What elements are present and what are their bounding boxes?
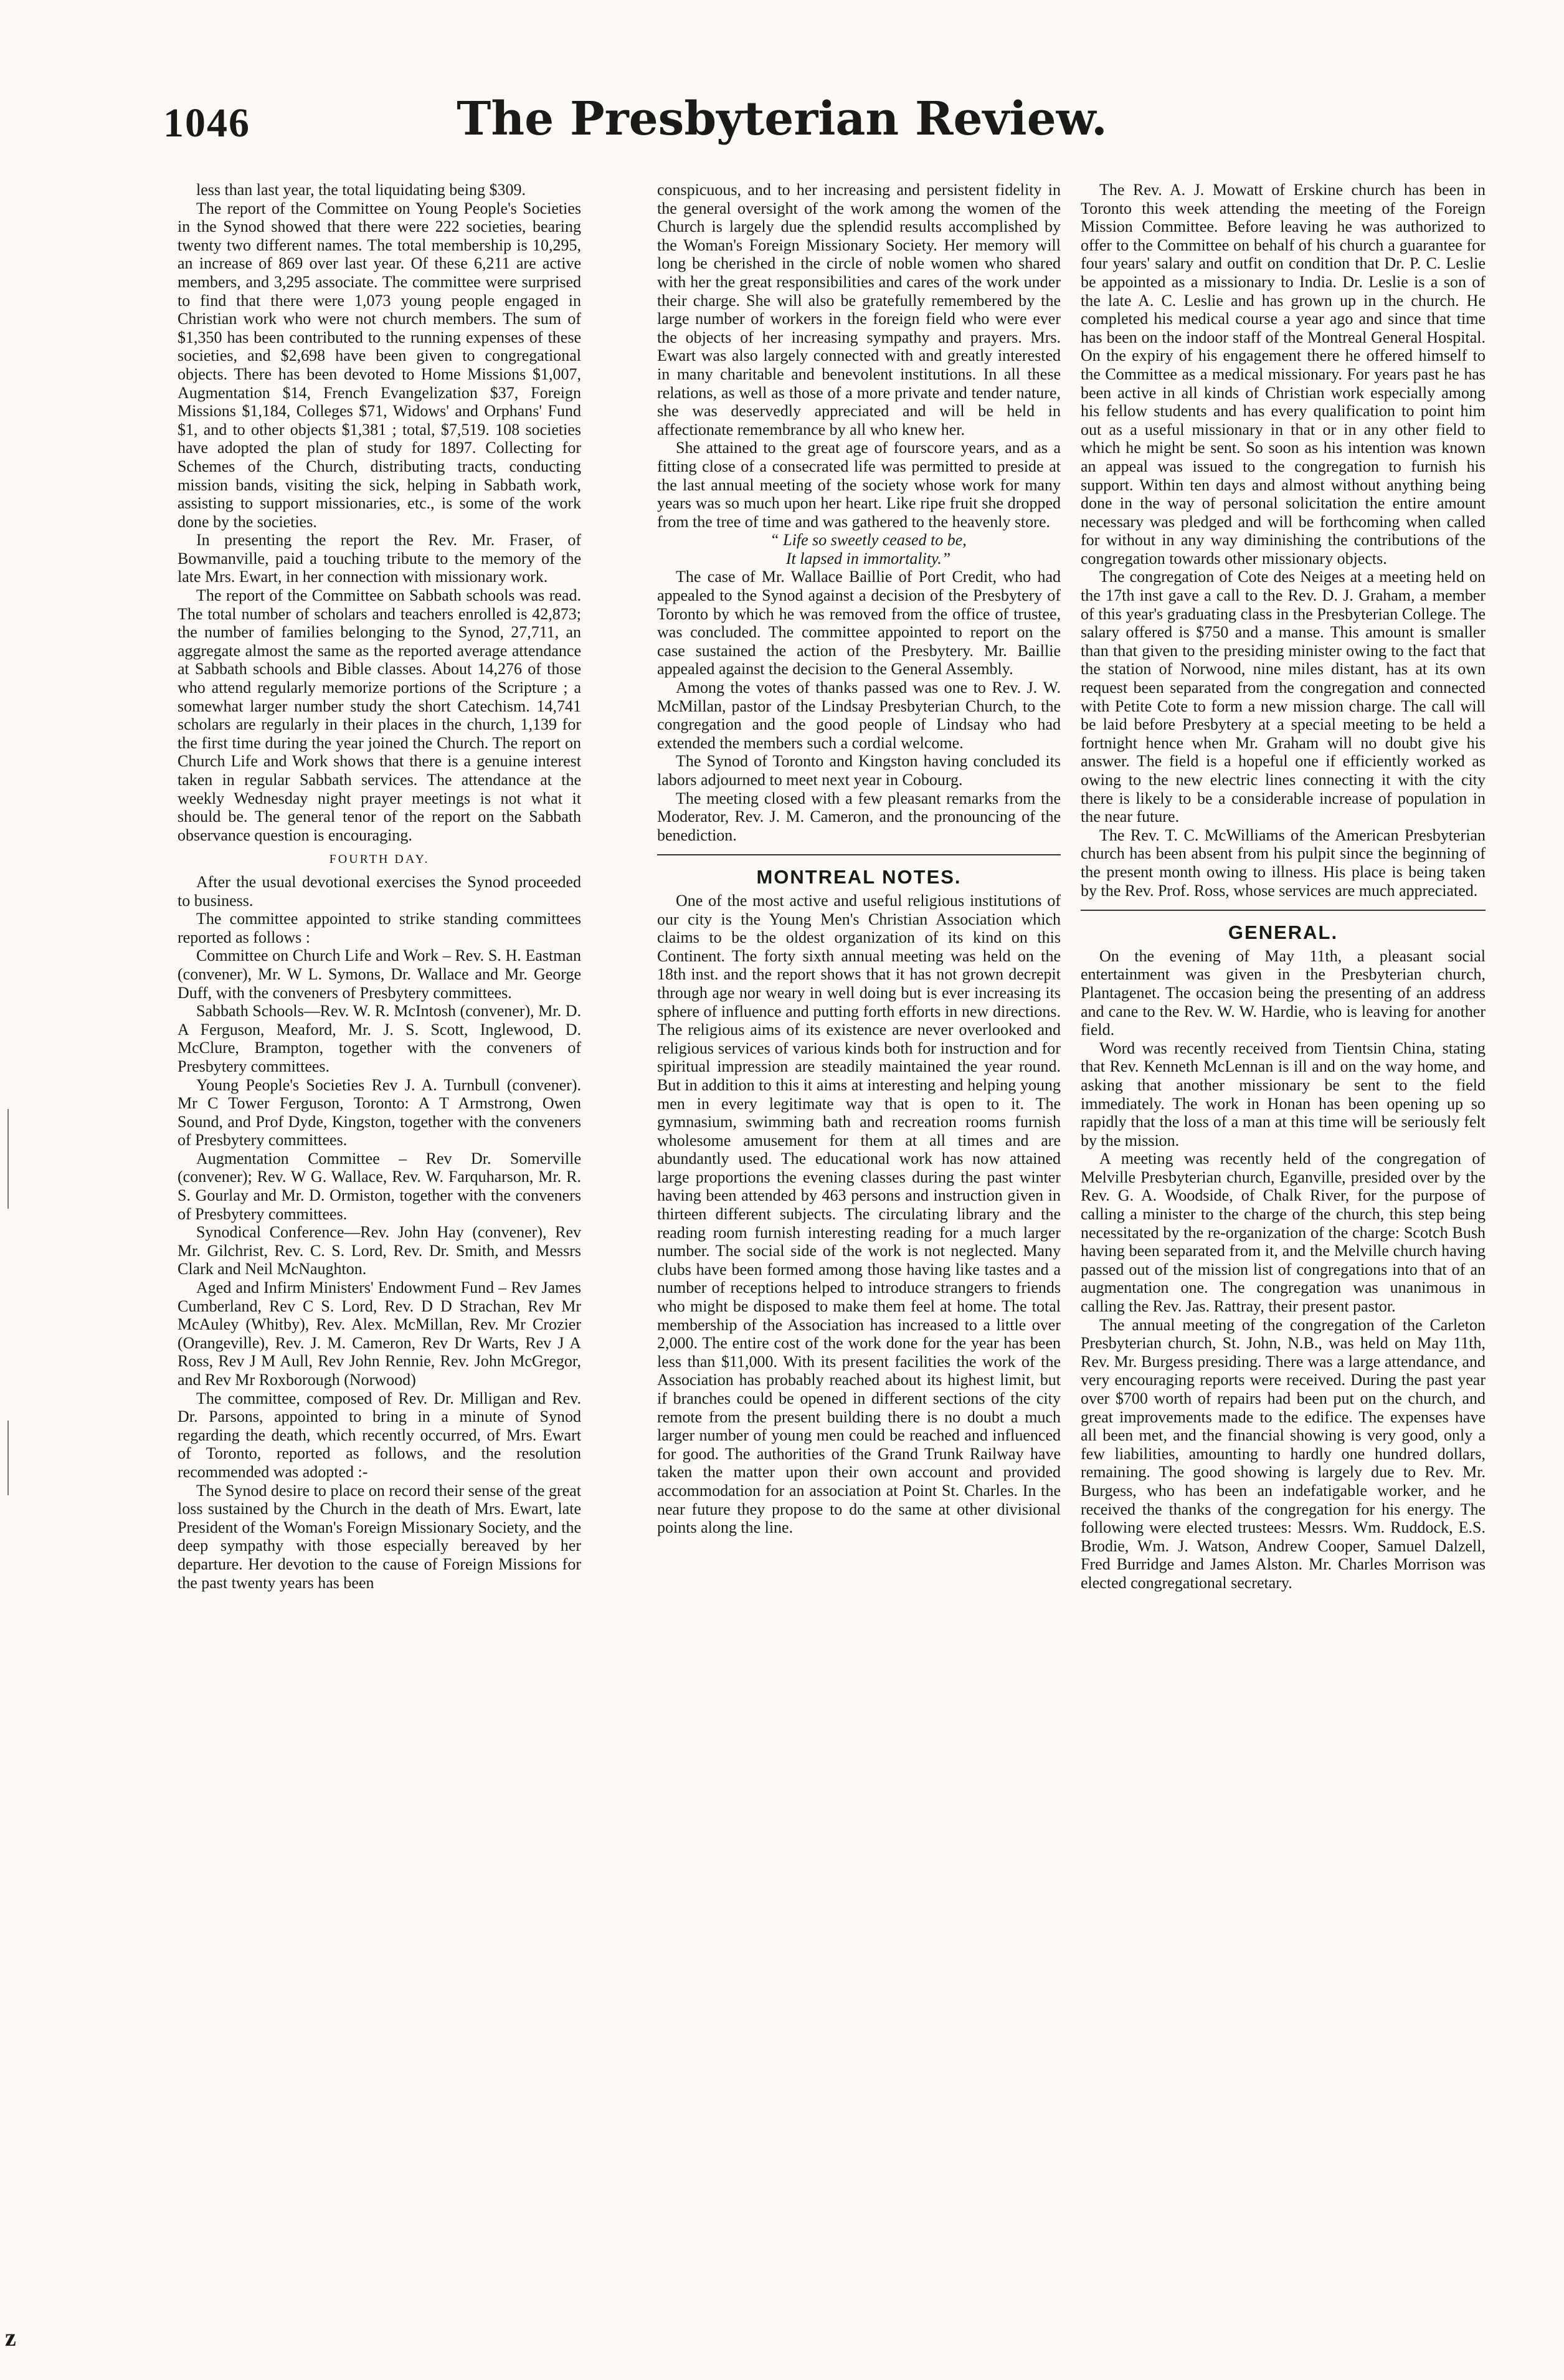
- paragraph: The Rev. A. J. Mowatt of Erskine church has been in Toronto this week attending the meeting of the Foreign Mission Committee. Before leaving he was authorized to offer to the Committee on behalf of his church a guarantee for four years' salary and outfit on condition that Dr. P. C. Leslie be appointed as a missionary to India. Dr. Leslie is a son of the late A. C. Leslie and has grown up in the church. He completed his medical course a year ago and since that time has been on the indoor staff of the Montreal General Hospital. On the expiry of his engagement there he offered himself to the Committee as a medical missionary. For years past he has been active in all kinds of Christian work especially among his fellow students and has every qualification to point him out as a useful missionary in that or in any other field to which he might be sent. So soon as his intention was known an appeal was issued to the congregation to furnish his support. Within ten days and almost without anything being done in the way of personal solicitation the entire amount necessary was pledged and will be forthcoming when called for without in any way diminishing the contributions of the congregation towards other missionary objects.: [1081, 181, 1486, 568]
- paragraph: The committee, composed of Rev. Dr. Milligan and Rev. Dr. Parsons, appointed to bring in a minute of Synod regarding the death, which recently occurred, of Mrs. Ewart of Toronto, reported as follows, and the resolution recommended was adopted :-: [178, 1389, 581, 1481]
- paragraph: Augmentation Committee – Rev Dr. Somerville (convener); Rev. W G. Wallace, Rev. W. Farquharson, Mr. R. S. Gourlay and Mr. D. Ormiston, together with the conveners of Presbytery committees.: [178, 1149, 581, 1223]
- running-title: The Presbyterian Review.: [457, 92, 1107, 146]
- page-edge-mark: [7, 1109, 9, 1209]
- paragraph: A meeting was recently held of the congregation of Melville Presbyterian church, Eganville, presided over by the Rev. G. A. Woodside, of Chalk River, for the purpose of calling a minister to the charge of the church, this step being necessitated by the re-organization of the charge: Scotch Bush having been separated from it, and the Melville church having passed out of the mission list of congregations into that of an augmentation one. The congregation was unanimous in calling the Rev. Jas. Rattray, their present pastor.: [1081, 1150, 1486, 1316]
- paragraph: less than last year, the total liquidating being $309.: [196, 181, 526, 199]
- paragraph: Word was recently received from Tientsin China, stating that Rev. Kenneth McLennan is ill and on the way home, and asking that another missionary be sent to the field immediately. The work in Honan has been opening up so rapidly that the loss of a man at this time will be seriously felt by the mission.: [1081, 1039, 1486, 1150]
- paragraph: The congregation of Cote des Neiges at a meeting held on the 17th inst gave a call to the Rev. D. J. Graham, a member of this year's graduating class in the Presbyterian College. The salary offered is $750 and a manse. This amount is smaller than that given to the presiding minister owing to the fact that the station of Norwood, nine miles distant, has at its own request been separated from the congregation and connected with Petite Cote to form a new mission charge. The call will be laid before Presbytery at a special meeting to be held a fortnight hence when Mr. Graham will no doubt give his answer. The field is a hopeful one if efficiently worked as owing to the new electric lines connecting it with the city there is likely to be a considerable increase of population in the near future.: [1081, 568, 1486, 826]
- paragraph: Committee on Church Life and Work – Rev. S. H. Eastman (convener), Mr. W L. Symons, Dr. Wallace and Mr. George Duff, with the conveners of Presbytery committees.: [178, 946, 581, 1002]
- paragraph: After the usual devotional exercises the Synod proceeded to business.: [178, 872, 581, 910]
- paragraph: In presenting the report the Rev. Mr. Fraser, of Bowmanville, paid a touching tribute to the memory of the late Mrs. Ewart, in her connection with missionary work.: [178, 531, 581, 586]
- paragraph: Among the votes of thanks passed was one to Rev. J. W. McMillan, pastor of the Lindsay Presbyterian Church, to the congregation and the good people of Lindsay who had extended the members such a cordial welcome.: [657, 678, 1061, 752]
- section-heading: GENERAL.: [1228, 921, 1339, 944]
- paragraph: On the evening of May 11th, a pleasant social entertainment was given in the Presbyterian church, Plantagenet. The occasion being the presenting of an address and cane to the Rev. W. W. Hardie, who is leaving for another field.: [1081, 946, 1486, 1039]
- paragraph: She attained to the great age of fourscore years, and as a fitting close of a consecrated life was permitted to preside at the last annual meeting of the society whose work for many years was so much upon her heart. Like ripe fruit she dropped from the tree of time and was gathered to the heavenly store.: [657, 439, 1061, 531]
- paragraph: The report of the Committee on Sabbath schools was read. The total number of scholars and teachers enrolled is 42,873; the number of families belonging to the Synod, 27,711, an aggregate almost the same as the reported average attendance at Sabbath schools and Bible classes. About 14,276 of those who attend regularly memorize portions of the Scripture ; a somewhat larger number study the short Catechism. 14,741 scholars are regularly in their places in the church, 1,139 for the first time during the year joined the Church. The report on Church Life and Work shows that there is a genuine interest taken in regular Sabbath services. The attendance at the weekly Wednesday night prayer meetings is not what it should be. The general tenor of the report on the Sabbath observance question is encouraging.: [178, 586, 581, 844]
- section-rule: [1081, 910, 1486, 911]
- margin-mark: z: [5, 2323, 16, 2351]
- paragraph: Young People's Societies Rev J. A. Turnbull (convener). Mr C Tower Ferguson, Toronto: A T Armstrong, Owen Sound, and Prof Dyde, Kingston, together with the conveners of Presbytery committees.: [178, 1075, 581, 1150]
- day-heading: FOURTH DAY.: [329, 852, 430, 867]
- section-rule: [657, 854, 1061, 855]
- paragraph: Aged and Infirm Ministers' Endowment Fund – Rev James Cumberland, Rev C S. Lord, Rev. D D Strachan, Rev Mr McAuley (Whitby), Rev. Alex. McMillan, Rev. Mr Crozier (Orangeville), Rev. J. M. Cameron, Rev Dr Warts, Rev J A Ross, Rev J M Aull, Rev John Rennie, Rev. John McGregor, and Rev Mr Roxborough (Norwood): [178, 1278, 581, 1389]
- verse-line: It lapsed in immortality.”: [785, 549, 951, 568]
- text-column-middle: [657, 181, 1061, 1537]
- paragraph: The Synod of Toronto and Kingston having concluded its labors adjourned to meet next year in Cobourg.: [657, 752, 1061, 789]
- paragraph: Synodical Conference—Rev. John Hay (convener), Rev Mr. Gilchrist, Rev. C. S. Lord, Rev. Dr. Smith, and Messrs Clark and Neil McNaughton.: [178, 1223, 581, 1278]
- page-edge-mark: [7, 1421, 9, 1495]
- paragraph: The annual meeting of the congregation of the Carleton Presbyterian church, St. John, N.B., was held on May 11th, Rev. Mr. Burgess presiding. There was a large attendance, and very encouraging reports were received. During the past year over $700 worth of repairs had been put on the church, and great improvements made to the edifice. The expenses have all been met, and the financial showing is very good, only a few liabilities, amounting to hardly one hundred dollars, remaining. The good showing is largely due to Rev. Mr. Burgess, who has been an indefatigable worker, and he received the thanks of the congregation for his energy. The following were elected trustees: Messrs. Wm. Ruddock, E.S. Brodie, Wm. J. Watson, Andrew Cooper, Samuel Dalzell, Fred Burridge and James Alston. Mr. Charles Morrison was elected congregational secretary.: [1081, 1315, 1486, 1592]
- verse-line: “ Life so sweetly ceased to be,: [770, 531, 967, 550]
- page-number: 1046: [163, 100, 250, 146]
- paragraph: One of the most active and useful religious institutions of our city is the Young Men's Christian Association which claims to be the oldest organization of its kind on this Continent. The forty sixth annual meeting was held on the 18th inst. and the report shows that it has not grown decrepit through age nor weary in well doing but is ever increasing its sphere of influence and putting forth efforts in new directions. The religious aims of its existence are never overlooked and religious services of various kinds both for instruction and for spiritual impression are steadily maintained the year round. But in addition to this it aims at interesting and helping young men in every legitimate way that is open to it. The gymnasium, swimming bath and recreation rooms furnish wholesome amusement for them at all times and are abundantly used. The educational work has now attained large proportions the evening classes during the past winter having been attended by 463 persons and instruction given in thirteen different subjects. The circulating library and the reading room furnish interesting reading for a much larger number. The social side of the work is not neglected. Many clubs have been formed among those having like tastes and a number of receptions helped to introduce strangers to friends who might be disposed to make them feel at home. The total membership of the Association has increased to a little over 2,000. The entire cost of the work done for the year has been less than $11,000. With its present facilities the work of the Association has probably reached about its highest limit, but if branches could be opened in different sections of the city remote from the present building there is no doubt a much larger number of young men could be reached and influenced for good. The authorities of the Grand Trunk Railway have taken the matter upon their own account and provided accommodation for an association at Point St. Charles. In the near future they propose to do the same at other divisional points along the line.: [657, 891, 1061, 1537]
- text-column-left: [178, 181, 581, 1592]
- text-column-right: [1081, 181, 1486, 1592]
- paragraph: The Synod desire to place on record their sense of the great loss sustained by the Church in the death of Mrs. Ewart, late President of the Woman's Foreign Missionary Society, and the deep sympathy with those especially bereaved by her departure. Her devotion to the cause of Foreign Missions for the past twenty years has been: [178, 1481, 581, 1592]
- paragraph: The report of the Committee on Young People's Societies in the Synod showed that there were 222 societies, bearing twenty two different names. The total membership is 10,295, an increase of 869 over last year. Of these 6,211 are active members, and 3,295 associate. The committee were surprised to find that there were 1,073 young people engaged in Christian work who were not church members. The sum of $1,350 has been contributed to the running expenses of these societies, and $2,698 have been given to congregational objects. There has been devoted to Home Missions $1,007, Augmentation $14, French Evangelization $37, Foreign Missions $1,184, Colleges $71, Widows' and Orphans' Fund $1, and to other objects $1,381 ; total, $7,519. 108 societies have adopted the plan of study for 1897. Collecting for Schemes of the Church, distributing tracts, conducting mission bands, visiting the sick, helping in Sabbath work, assisting to support missionaries, etc., is some of the work done by the societies.: [178, 199, 581, 531]
- paragraph: The case of Mr. Wallace Baillie of Port Credit, who had appealed to the Synod against a decision of the Presbytery of Toronto by which he was removed from the office of trustee, was concluded. The committee appointed to report on the case sustained the action of the Presbytery. Mr. Baillie appealed against the decision to the General Assembly.: [657, 568, 1061, 678]
- paragraph: Sabbath Schools—Rev. W. R. McIntosh (convener), Mr. D. A Ferguson, Meaford, Mr. J. S. Scott, Inglewood, D. McClure, Brampton, together with the conveners of Presbytery committees.: [178, 1002, 581, 1075]
- paragraph: The Rev. T. C. McWilliams of the American Presbyterian church has been absent from his pulpit since the beginning of the present month owing to illness. His place is being taken by the Rev. Prof. Ross, whose services are much appreciated.: [1081, 826, 1486, 900]
- verse-quote: [657, 531, 1061, 568]
- paragraph: The committee appointed to strike standing committees reported as follows :: [178, 910, 581, 946]
- section-heading: MONTREAL NOTES.: [756, 866, 962, 888]
- paragraph: conspicuous, and to her increasing and persistent fidelity in the general oversight of the work among the women of the Church is largely due the splendid results accomplished by the Woman's Foreign Missionary Society. Her memory will long be cherished in the circle of noble women who shared with her the great responsibilities and cares of the work under their charge. She will also be gratefully remembered by the large number of workers in the foreign field who were ever the objects of her increasing sympathy and prayers. Mrs. Ewart was also largely connected with and greatly interested in many charitable and benevolent institutions. In all these relations, as well as those of a more private and tender nature, she was deservedly appreciated and will be held in affectionate remembrance by all who knew her.: [657, 181, 1061, 439]
- paragraph: The meeting closed with a few pleasant remarks from the Moderator, Rev. J. M. Cameron, and the pronouncing of the benediction.: [657, 789, 1061, 844]
